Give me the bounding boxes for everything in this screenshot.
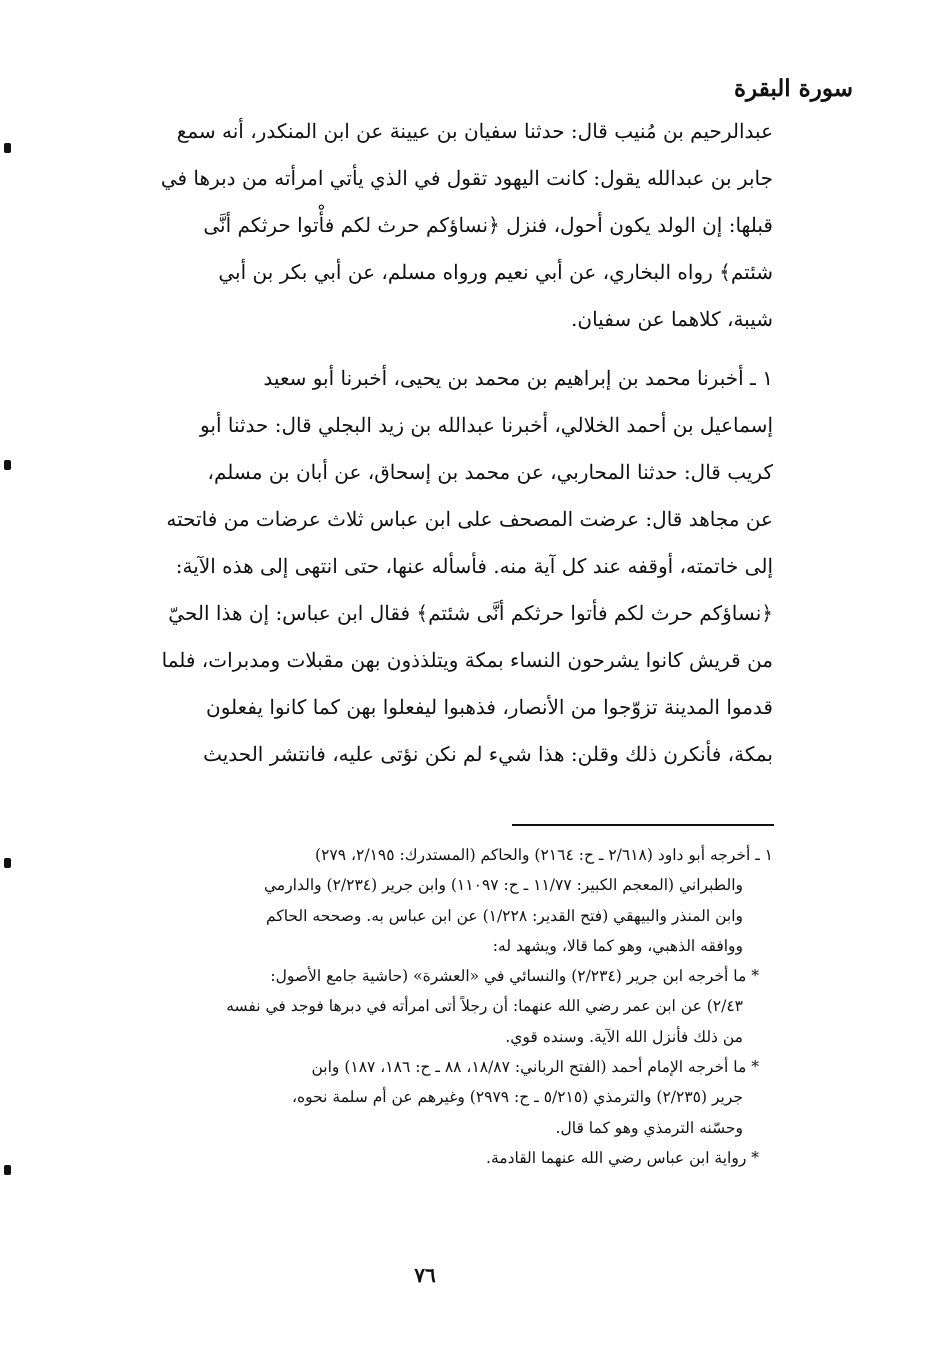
text-line: شئتم﴾ رواه البخاري، عن أبي نعيم ورواه مسلم، عن أبي بكر بن أبي — [218, 260, 773, 284]
footnote-line: جرير (٢/٢٣٥) والترمذي (٥/٢١٥ ـ ح: ٢٩٧٩) وغيرهم عن أم سلمة نحوه، — [292, 1088, 743, 1107]
footnote-line: وابن المنذر والبيهقي (فتح القدير: ١/٢٢٨) عن ابن عباس به. وصححه الحاكم — [266, 906, 743, 925]
text-line: عبدالرحيم بن مُنيب قال: حدثنا سفيان بن عيينة عن ابن المنكدر، أنه سمع — [176, 119, 773, 143]
footnotes — [78, 840, 773, 1173]
text-line: ﴿نساؤكم حرث لكم فأتوا حرثكم أنَّى شئتم﴾ فقال ابن عباس: إن هذا الحيّ — [168, 601, 773, 625]
footnote-line: والطبراني (المعجم الكبير: ١١/٧٧ ـ ح: ١١٠٩٧) وابن جرير (٢/٢٣٤) والدارمي — [263, 876, 743, 895]
footnote-line: من ذلك فأنزل الله الآية. وسنده قوي. — [505, 1027, 743, 1046]
text-line: إلى خاتمته، أوقفه عند كل آية منه. فأسأله عنها، حتى انتهى إلى هذه الآية: — [175, 554, 773, 578]
page-number: ٧٦ — [414, 1263, 436, 1287]
footnote-separator — [512, 824, 774, 826]
text-line: قدموا المدينة تزوّجوا من الأنصار، فذهبوا ليفعلوا بهن كما كانوا يفعلون — [206, 695, 773, 719]
main-text — [78, 108, 773, 778]
scan-edge-mark — [4, 1165, 11, 1175]
text-line: جابر بن عبدالله يقول: كانت اليهود تقول في الذي يأتي امرأته من دبرها في — [160, 166, 773, 190]
footnote-line: * ما أخرجه ابن جرير (٢/٢٣٤) والنسائي في «العشرة» (حاشية جامع الأصول: — [270, 967, 759, 986]
paragraph-gap — [78, 343, 773, 355]
text-line: ١ ـ أخبرنا محمد بن إبراهيم بن محمد بن يحيى، أخبرنا أبو سعيد — [263, 366, 773, 390]
scan-edge-mark — [4, 143, 11, 153]
footnote-line: ووافقه الذهبي، وهو كما قالا، ويشهد له: — [492, 936, 743, 955]
scan-edge-mark — [4, 460, 11, 470]
text-line: من قريش كانوا يشرحون النساء بمكة ويتلذذون بهن مقبلات ومدبرات، فلما — [161, 648, 773, 672]
text-line: شيبة، كلاهما عن سفيان. — [571, 307, 773, 331]
footnote-line: وحسّنه الترمذي وهو كما قال. — [555, 1118, 743, 1137]
text-line: قبلها: إن الولد يكون أحول، فنزل ﴿نساؤكم حرث لكم فأْتوا حرثكم أنَّى — [203, 213, 773, 237]
footnote-line: ١ ـ أخرجه أبو داود (٢/٦١٨ ـ ح: ٢١٦٤) والحاكم (المستدرك: ٢/١٩٥، ٢٧٩) — [315, 846, 773, 864]
footnote-line: * ما أخرجه الإمام أحمد (الفتح الرباني: ١٨/٨٧، ٨٨ ـ ح: ١٨٦، ١٨٧) وابن — [311, 1058, 759, 1077]
text-line: كريب قال: حدثنا المحاربي، عن محمد بن إسحاق، عن أبان بن مسلم، — [207, 460, 773, 484]
text-line: بمكة، فأنكرن ذلك وقلن: هذا شيء لم نكن نؤتى عليه، فانتشر الحديث — [203, 742, 773, 766]
text-line: عن مجاهد قال: عرضت المصحف على ابن عباس ثلاث عرضات من فاتحته — [166, 507, 773, 531]
surah-title: سورة البقرة — [733, 75, 853, 102]
footnote-line: * رواية ابن عباس رضي الله عنهما القادمة. — [486, 1148, 759, 1167]
scan-edge-mark — [4, 858, 11, 868]
text-line: إسماعيل بن أحمد الخلالي، أخبرنا عبدالله بن زيد البجلي قال: حدثنا أبو — [200, 413, 773, 437]
footnote-line: ٢/٤٣) عن ابن عمر رضي الله عنهما: أن رجلاً أتى امرأته في دبرها فوجد في نفسه — [226, 997, 743, 1016]
